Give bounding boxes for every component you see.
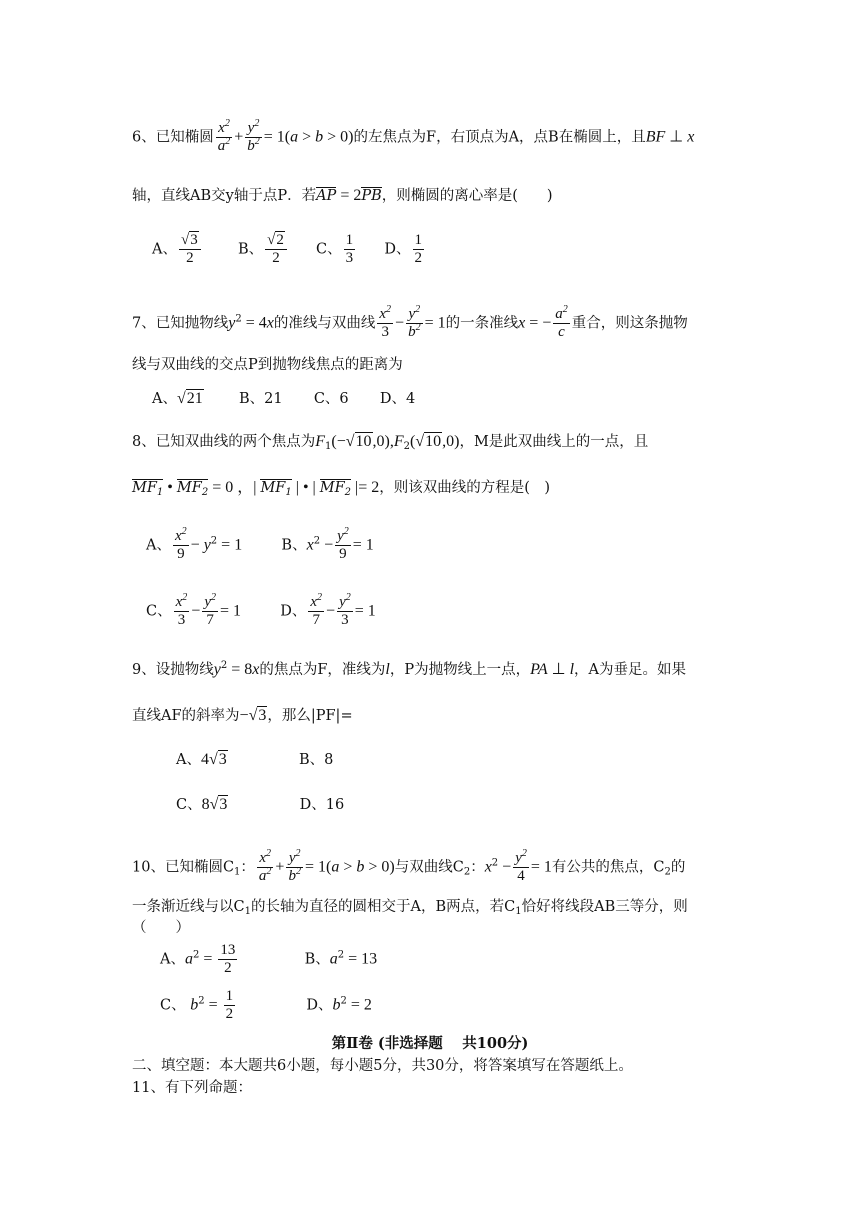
q8-option-b: B、 (281, 537, 307, 554)
section-title: 第Ⅱ卷 (非选择题 共100分) (331, 1035, 529, 1052)
q7-option-d: D、4 (379, 391, 416, 407)
q10-options-row1: A、$a^2$ = $\frac{13}{2}$ B、$a^2 = 13$ (160, 942, 378, 976)
q9-line2a: 直线AF的斜率为 (132, 708, 240, 724)
q9-mid2: ，P为抛物线上一点， (389, 662, 531, 678)
q8-option-c: C、 (146, 603, 172, 620)
q7-line2-text: 线与双曲线的交点P到抛物线焦点的距离为 (132, 357, 403, 373)
q6-option-b: B、 (237, 241, 264, 258)
q9-options-row1: A、4√3 B、8 (176, 751, 334, 768)
q8-line1: 8、已知双曲线的两个焦点为$F_1(-√10,0),F_2(√10,0)$，M是此双曲线上的一点，且 (132, 433, 649, 452)
q7-mid3: 重合，则这条抛物 (571, 315, 688, 332)
q8-option-d: D、 (280, 603, 307, 620)
q10-option-c: C、 (160, 997, 186, 1014)
q6-option-d: D、 (384, 241, 411, 258)
q9-end: ，A为垂足。如果 (574, 662, 686, 678)
q7-prefix: 7、已知抛物线 (132, 315, 229, 332)
q8-prefix: 8、已知双曲线的两个焦点为 (132, 434, 316, 450)
q6-line2: 轴，直线AB交y轴于点P．若AP = 2PB，则椭圆的离心率是( ) (132, 187, 553, 204)
q9-line2: 直线AF的斜率为−√3，那么|PF|= (132, 707, 353, 724)
q7-option-a: A、 (152, 391, 177, 407)
q7-option-b: B、21 (238, 391, 283, 407)
q10-option-d: D、 (306, 997, 333, 1014)
q6-option-c: C、 (316, 241, 342, 258)
q8-options-row2: C、 $\frac{x^2}{3}$ − $\frac{y^2}{7}$ = 1 D、 $\frac{x^2}{7}$ − $\frac{y^2}{3}$ = 1 (146, 592, 376, 628)
q9-option-c: C、 (176, 797, 202, 813)
q10-option-a: A、 (160, 951, 185, 968)
q8-line2: $MF_1$ • $MF_2 = 0$ ，| $MF_1$ | • | $MF_2$ |= 2，则该双曲线的方程是( ) (132, 479, 551, 498)
q10-line1: 10、已知椭圆$C_1$： $\frac{x^2}{a^2}$ + $\frac{y^2}{b^2}$ = 1(a > b > 0)与双曲线$C_2$：$x^2$ − $\frac{y^2}{4}$ = 1有公共的焦点，$C_2$的 (132, 848, 686, 884)
q8-option-a: A、 (146, 537, 171, 554)
q6-options: A、 $\frac{√3}{2}$ B、 $\frac{√2}{2}$ C、 $\frac{1}{3}$ D、 $\frac{1}{2}$ (152, 232, 423, 266)
q9-options-row2: C、8√3 D、16 (176, 796, 345, 813)
q10-line2: 一条渐近线与以$C_1$的长轴为直径的圆相交于A，B两点，若$C_1$恰好将线段AB三等分，则 (132, 899, 688, 917)
q9-line2b: ，那么|PF|= (267, 708, 353, 724)
q10-options-row2: C、 $b^2$ = $\frac{1}{2}$ D、$b^2 = 2$ (160, 988, 372, 1022)
q9-option-d: D、16 (299, 797, 345, 813)
q6-mid: 的左焦点为F，右顶点为A，点B在椭圆上，且 (353, 129, 646, 146)
q9-line1: 9、设抛物线$y^2 = 8x$的焦点为F，准线为l，P为抛物线上一点，PA ⊥ l，A为垂足。如果 (132, 660, 686, 678)
q7-option-c: C、6 (313, 391, 349, 407)
q6-frac-y: $\frac{y^2}{b^2}$ (247, 118, 260, 154)
q7-mid2: 的一条准线 (445, 315, 519, 332)
q8-end: ，则该双曲线的方程是( ) (379, 480, 551, 496)
q7-line2 (132, 355, 403, 375)
q6-option-a: A、 (152, 241, 177, 258)
q10-prefix: 10、已知椭圆C (132, 859, 235, 876)
q8-mid: ，M是此双曲线上的一点，且 (459, 434, 649, 450)
q7-options: A、√21 B、21 C、6 D、4 (152, 390, 416, 407)
section-line2: 11、有下列命题： (132, 1080, 252, 1096)
q9-mid: 的焦点为F，准线为 (259, 662, 386, 678)
section-line1: 二、填空题：本大题共6小题，每小题5分，共30分，将答案填写在答题纸上。 (132, 1058, 633, 1074)
q6-prefix: 6、已知椭圆 (132, 129, 214, 146)
q9-option-b: B、8 (298, 752, 334, 768)
q7-line1: 7、已知抛物线$y^2 = 4x$的准线与双曲线 $\frac{x^2}{3}$ − $\frac{y^2}{b^2}$ = 1的一条准线x = − $\frac{a^2}{c}$ 重合，则这条抛物 (132, 304, 688, 340)
q9-prefix: 9、设抛物线 (132, 662, 214, 678)
q6-end: ，则椭圆的离心率是( ) (381, 188, 553, 204)
q9-option-a: A、 (176, 752, 201, 768)
q7-mid1: 的准线与双曲线 (273, 315, 376, 332)
q10-option-b: B、 (304, 951, 330, 968)
q10-line3: （ ） (132, 920, 190, 936)
q6-tail: 轴，直线AB交y轴于点P．若 (132, 188, 317, 204)
q8-options-row1: A、 $\frac{x^2}{9}$ − $y^2 = 1$ B、$x^2$ − $\frac{y^2}{9}$ = 1 (146, 526, 374, 562)
q6-frac-x: $\frac{x^2}{a^2}$ (217, 118, 231, 154)
q6-line1: 6、已知椭圆 $\frac{x^2}{a^2}$ + $\frac{y^2}{b^2}$ = 1(a > b > 0)的左焦点为F，右顶点为A，点B在椭圆上，且BF ⊥ x (132, 118, 695, 154)
